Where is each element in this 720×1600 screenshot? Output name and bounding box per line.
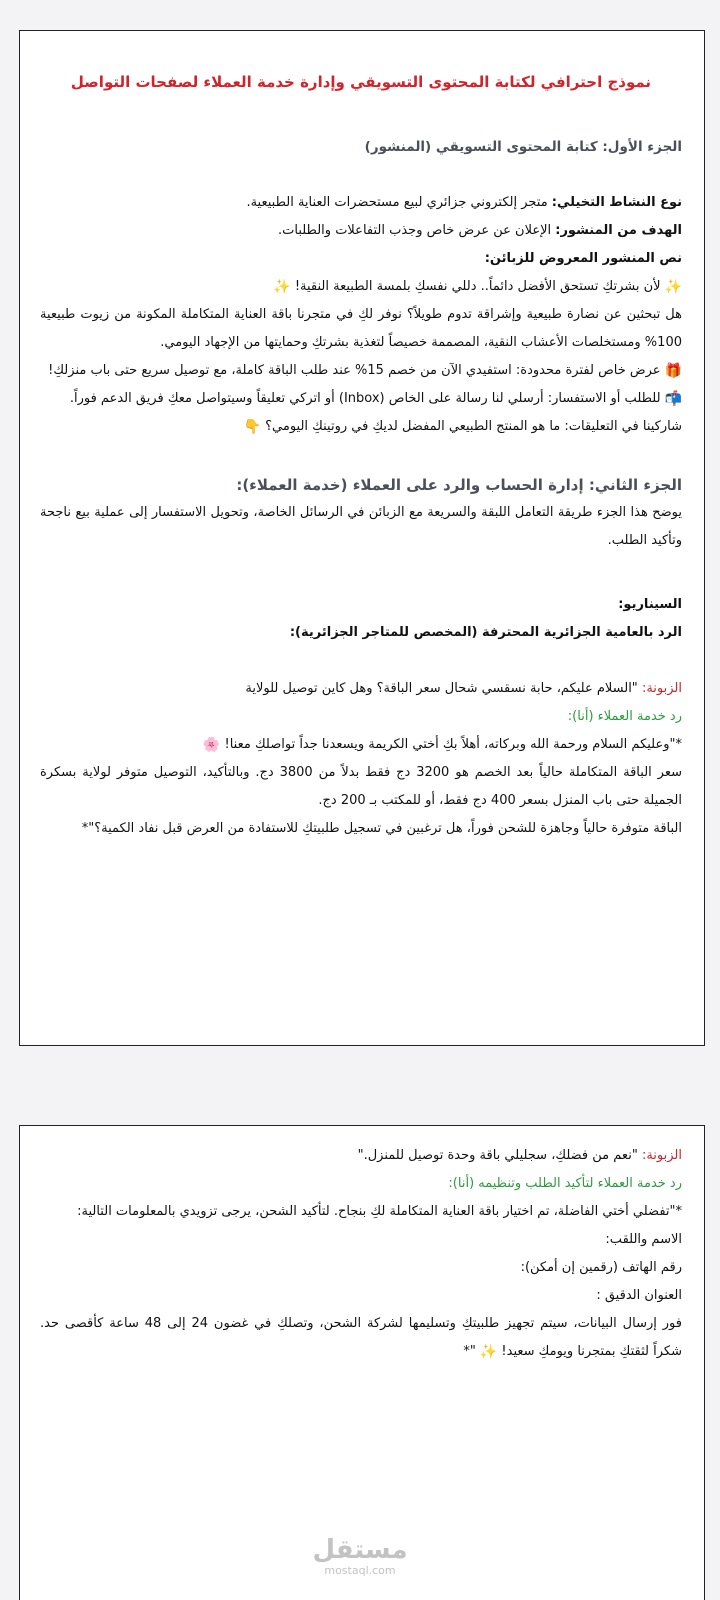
gift-icon: 🎁	[664, 363, 682, 379]
reply-1b: سعر الباقة المتكاملة حالياً بعد الخصم هو 3200 دج فقط بدلاً من 3800 دج. وبالتأكيد، التوصيل متوفر لولاية بسكرة الجميلة حتى باب المنزل بسعر 400 دج فقط، أو للمكتب بـ 200 دج.	[40, 765, 682, 808]
post-line-1-text: لأن بشرتكِ تستحق الأفضل دائماً.. دللي نفسكِ بلمسة الطبيعة النقية!	[294, 279, 661, 294]
mailbox-icon: 📬	[664, 391, 682, 407]
field-phone: رقم الهاتف (رقمين إن أمكن):	[520, 1260, 682, 1275]
activity-value: متجر إلكتروني جزائري لبيع مستحضرات العناية الطبيعية.	[246, 195, 552, 210]
service-label-1: رد خدمة العملاء (أنا):	[567, 709, 682, 724]
reply-2-end: "*	[463, 1344, 476, 1359]
field-name: الاسم واللقب:	[605, 1232, 682, 1247]
goal-value: الإعلان عن عرض خاص وجذب التفاعلات والطلبات.	[277, 223, 556, 238]
post-para-4	[40, 413, 682, 441]
activity-label: نوع النشاط التخيلي:	[551, 195, 682, 210]
activity-line	[40, 189, 682, 217]
post-para-3-text: للطلب أو الاستفسار: أرسلي لنا رسالة على الخاص (Inbox) أو اتركي تعليقاً وسيتواصل معكِ فريق الدعم فوراً.	[69, 391, 661, 406]
reply-1c: الباقة متوفرة حالياً وجاهزة للشحن فوراً، هل ترغبين في تسجيل طلبيتكِ للاستفادة من العرض قبل نفاد الكمية؟"*	[81, 821, 682, 836]
page-gap	[0, 1046, 720, 1125]
scenario-label: السيناريو:	[618, 597, 682, 612]
customer-message-2-text: "نعم من فضلكِ، سجليلي باقة وحدة توصيل للمنزل."	[357, 1148, 642, 1163]
customer-message-2	[40, 1142, 682, 1170]
post-line-1	[40, 273, 682, 301]
customer-label-2: الزبونة:	[641, 1148, 682, 1163]
post-para-2	[40, 357, 682, 385]
flower-icon: 🌸	[202, 737, 221, 753]
reply-2b-text: فور إرسال البيانات، سيتم تجهيز طلبيتكِ وتسليمها لشركة الشحن، وتصلكِ في غضون 24 إلى 48 ساعة كأقصى حد. شكراً لثقتكِ بمتجرنا ويومكِ سعيد!	[40, 1316, 682, 1359]
reply-2a: *"تفضلي أختي الفاضلة، تم اختيار باقة العناية المتكاملة لكِ بنجاح. لتأكيد الشحن، يرجى تزويدي بالمعلومات التالية:	[77, 1204, 682, 1219]
part2-heading: الجزء الثاني: إدارة الحساب والرد على العملاء (خدمة العملاء):	[236, 476, 682, 494]
service-label-2: رد خدمة العملاء لتأكيد الطلب وتنظيمه (أنا):	[448, 1176, 682, 1191]
sparkles-icon: ✨	[273, 279, 291, 295]
post-para-1: هل تبحثين عن نضارة طبيعية وإشراقة تدوم طويلاً؟ نوفر لكِ في متجرنا باقة العناية المتكاملة المكونة من زيوت طبيعية 100% ومستخلصات الأعشاب النقية، المصممة خصيصاً لتغذية بشرتكِ وحمايتها من الإجهاد اليومي.	[40, 307, 682, 350]
customer-message-1	[40, 675, 682, 703]
goal-label: الهدف من المنشور:	[555, 223, 682, 238]
post-para-3	[40, 385, 682, 413]
customer-label: الزبونة:	[641, 681, 682, 696]
part2-intro: يوضح هذا الجزء طريقة التعامل اللبقة والسريعة مع الزبائن في الرسائل الخاصة، وتحويل الاستفسار إلى عملية بيع ناجحة وتأكيد الطلب.	[40, 505, 682, 548]
part1-heading: الجزء الأول: كتابة المحتوى التسويقي (المنشور)	[364, 139, 682, 155]
customer-message-text: "السلام عليكم، حابة نسقسي شحال سعر الباقة؟ وهل كاين توصيل للولاية	[245, 681, 642, 696]
watermark-logo: مستقل	[312, 1535, 408, 1565]
sparkles-icon: ✨	[479, 1344, 498, 1360]
document-page-1	[19, 30, 705, 1046]
reply-2b	[40, 1310, 682, 1366]
reply-1a-text: *"وعليكم السلام ورحمة الله وبركاته، أهلاً بكِ أختي الكريمة ويسعدنا جداً تواصلكِ معنا!	[224, 737, 682, 752]
top-strip	[0, 0, 720, 30]
post-para-4-text: شاركينا في التعليقات: ما هو المنتج الطبيعي المفضل لديكِ في روتينكِ اليومي؟	[265, 419, 682, 434]
pointing-hand-icon: 👇	[243, 419, 261, 435]
watermark	[0, 1535, 720, 1577]
field-address: العنوان الدقيق :	[596, 1288, 682, 1303]
document-title: نموذج احترافي لكتابة المحتوى التسويقي وإدارة خدمة العملاء لصفحات التواصل	[70, 73, 652, 91]
document-page-2	[19, 1125, 705, 1600]
post-para-2-text: عرض خاص لفترة محدودة: استفيدي الآن من خصم 15% عند طلب الباقة كاملة، مع توصيل سريع حتى باب منزلكِ!	[48, 363, 661, 378]
reply-style-label: الرد بالعامية الجزائرية المحترفة (المخصص للمتاجر الجزائرية):	[289, 625, 682, 640]
goal-line	[40, 217, 682, 245]
watermark-url: mostaql.com	[324, 1564, 396, 1577]
sparkles-icon: ✨	[664, 279, 682, 295]
reply-1a	[40, 731, 682, 759]
post-text-label: نص المنشور المعروض للزبائن:	[484, 251, 682, 266]
